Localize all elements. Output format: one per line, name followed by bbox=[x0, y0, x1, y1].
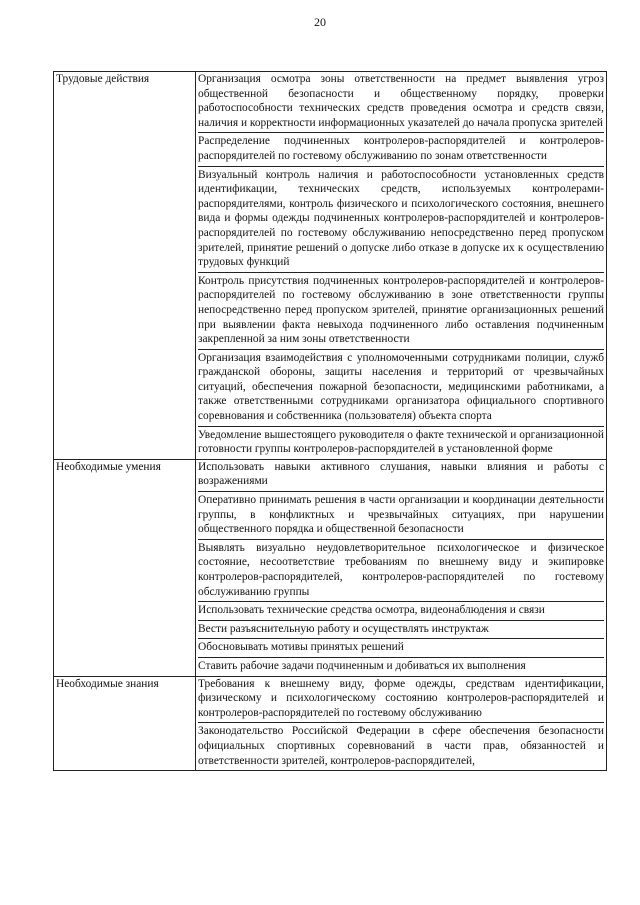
list-item: Выявлять визуально неудовлетворительное психологическое и физическое состояние, несоответствие требованиям по внешнему виду и экипировке контролеров-распорядителей, контролеров-распорядителей по гостевому обслуживанию группы bbox=[198, 540, 604, 602]
table-row bbox=[54, 459, 607, 676]
list-item: Организация осмотра зоны ответственности на предмет выявления угроз общественной безопасности и общественному порядку, проверки работоспособности технических средств проведения осмотра и средств связи, наличия и корректности информационных указателей до начала пропуска зрителей bbox=[198, 72, 604, 133]
list-item: Организация взаимодействия с уполномоченными сотрудниками полиции, служб гражданской обороны, защиты населения и территорий от чрезвычайных ситуаций, обеспечения пожарной безопасности, медицинскими работниками, а также ответственными сотрудниками организатора официального спортивного соревнования и собственника (пользователя) объекта спорта bbox=[198, 350, 604, 427]
list-item: Визуальный контроль наличия и работоспособности установленных средств идентификации, технических средств, используемых контролерами-распорядителями, контроль физического и психологического состояния, внешнего вида и формы одежды подчиненных контролеров-распорядителей и контролеров-распорядителей по гостевому обслуживанию непосредственно перед пропуском зрителей, принятие решений о допуске либо отказе в допуске их к осуществлению трудовых функций bbox=[198, 167, 604, 273]
row-content bbox=[196, 459, 607, 676]
list-item: Использовать навыки активного слушания, навыки влияния и работы с возражениями bbox=[198, 460, 604, 492]
list-item: Оперативно принимать решения в части организации и координации деятельности группы, в конфликтных и чрезвычайных ситуациях, при нарушении общественного порядка и общественной безопасности bbox=[198, 492, 604, 540]
list-item: Обосновывать мотивы принятых решений bbox=[198, 639, 604, 658]
list-item: Законодательство Российской Федерации в сфере обеспечения безопасности официальных спортивных соревнований в части прав, обязанностей и ответственности зрителей, контролеров-распорядителей, bbox=[198, 725, 604, 767]
list-item: Требования к внешнему виду, форме одежды, средствам идентификации, физическому и психологическому состоянию контролеров-распорядителей и контролеров-распорядителей по гостевому обслуживанию bbox=[198, 677, 604, 724]
qualification-table bbox=[53, 71, 607, 771]
row-label: Трудовые действия bbox=[54, 72, 196, 460]
row-content bbox=[196, 676, 607, 771]
list-item: Ставить рабочие задачи подчиненным и добиваться их выполнения bbox=[198, 659, 526, 672]
list-item: Уведомление вышестоящего руководителя о факте технической и организационной готовности группы контролеров-распорядителей в установленной форме bbox=[198, 428, 604, 456]
table-row bbox=[54, 676, 607, 771]
row-label: Необходимые умения bbox=[54, 459, 196, 676]
list-item: Вести разъяснительную работу и осуществлять инструктаж bbox=[198, 621, 604, 640]
page-number: 20 bbox=[314, 15, 326, 29]
row-label: Необходимые знания bbox=[54, 676, 196, 771]
list-item: Использовать технические средства осмотра, видеонаблюдения и связи bbox=[198, 602, 604, 621]
table-row bbox=[54, 72, 607, 460]
row-content bbox=[196, 72, 607, 460]
list-item: Распределение подчиненных контролеров-распорядителей и контролеров-распорядителей по гостевому обслуживанию по зонам ответственности bbox=[198, 133, 604, 166]
list-item: Контроль присутствия подчиненных контролеров-распорядителей и контролеров-распорядителей по гостевому обслуживанию в зоне ответственности группы непосредственно перед пропуском зрителей, принятие организационных решений при выявлении факта невыхода подчиненного либо оставления подчиненным закрепленной за ним зоны ответственности bbox=[198, 273, 604, 350]
